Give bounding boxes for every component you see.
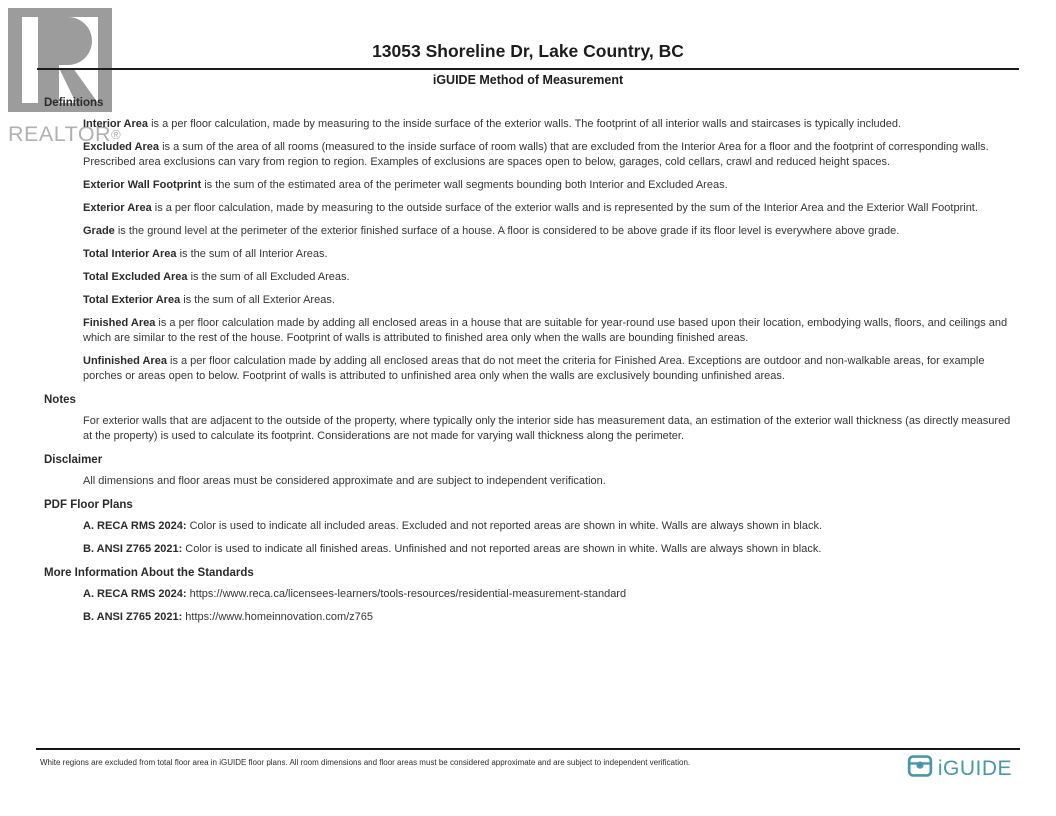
iguide-logo xyxy=(907,754,1020,783)
more-information-section xyxy=(83,587,1019,625)
definition-text: is a per floor calculation made by adding all enclosed areas that do not meet the criteria for Finished Area. Exceptions are outdoor and non-walkable areas, for example porches or areas open to below. Footprint of walls is attributed to unfinished area only when the walls are exclusively bounding unfinished areas. xyxy=(83,355,985,382)
definition-text: is the sum of all Interior Areas. xyxy=(176,248,328,260)
realtor-wordmark: REALTOR® xyxy=(8,122,122,146)
definition-text: is the sum of all Exterior Areas. xyxy=(180,294,335,306)
more-information-heading: More Information About the Standards xyxy=(44,567,254,579)
more-info-ansi-z765 xyxy=(83,610,1019,625)
page-subtitle: iGUIDE Method of Measurement xyxy=(432,73,624,87)
iguide-wordmark: iGUIDE xyxy=(937,756,1012,780)
definition-exterior-area xyxy=(83,201,1019,216)
title-divider xyxy=(37,68,1019,70)
definition-text: is a per floor calculation, made by measuring to the inside surface of the exterior walls. The footprint of all interior walls and staircases is typically included. xyxy=(148,118,902,130)
disclaimer-paragraph: All dimensions and floor areas must be considered approximate and are subject to independent verification. xyxy=(83,475,606,487)
definition-grade xyxy=(83,224,1019,239)
definition-term: Finished Area xyxy=(83,317,156,329)
notes-paragraph: For exterior walls that are adjacent to the outside of the property, where typically only the interior side has measurement data, an estimation of the exterior wall thickness (as directly measured at the property) is used to calculate its footprint. Considerations are not made for varying wall thickness along the perimeter. xyxy=(83,415,1011,442)
standard-label: A. RECA RMS 2024: xyxy=(83,588,187,600)
pdf-standard-ansi-z765 xyxy=(83,542,1019,557)
document-body xyxy=(44,97,1019,625)
notes-section xyxy=(83,414,1019,444)
standard-text: Color is used to indicate all finished areas. Unfinished and not reported areas are shown in white. Walls are always shown in black. xyxy=(182,543,822,555)
definitions-section xyxy=(83,117,1019,384)
definition-term: Total Interior Area xyxy=(83,248,177,260)
iguide-camera-icon xyxy=(907,754,933,783)
reca-rms-link[interactable]: https://www.reca.ca/licensees-learners/tools-resources/residential-measurement-standard xyxy=(186,588,627,600)
standard-label: B. ANSI Z765 2021: xyxy=(83,543,183,555)
definition-term: Excluded Area xyxy=(83,141,160,153)
definitions-heading: Definitions xyxy=(44,97,104,109)
definition-exterior-wall-footprint xyxy=(83,178,1019,193)
footer-disclaimer-text: White regions are excluded from total floor area in iGUIDE floor plans. All room dimensions and floor areas must be considered approximate and are subject to independent verification. xyxy=(40,758,691,767)
pdf-standard-reca-rms xyxy=(83,519,1019,534)
definition-text: is a per floor calculation, made by measuring to the outside surface of the exterior walls and is represented by the sum of the Interior Area and the Exterior Wall Footprint. xyxy=(151,202,978,214)
definition-text: is the sum of the estimated area of the perimeter wall segments bounding both Interior and Excluded Areas. xyxy=(201,179,728,191)
page-title: 13053 Shoreline Dr, Lake Country, BC xyxy=(372,41,684,61)
definition-text: is the sum of all Excluded Areas. xyxy=(187,271,350,283)
definition-unfinished-area xyxy=(83,354,1019,384)
definition-term: Total Excluded Area xyxy=(83,271,188,283)
standard-text: Color is used to indicate all included areas. Excluded and not reported areas are shown in white. Walls are always shown in black. xyxy=(186,520,823,532)
pdf-floor-plans-heading: PDF Floor Plans xyxy=(44,499,133,511)
definition-term: Grade xyxy=(83,225,115,237)
definition-total-interior-area xyxy=(83,247,1019,262)
registered-trademark-symbol: ® xyxy=(111,127,122,142)
definition-finished-area xyxy=(83,316,1019,346)
definition-text: is a per floor calculation made by adding all enclosed areas in a house that are suitable for year-round use based upon their location, embodying walls, floors, and ceilings and which are similar to the rest of the house. Footprint of walls is attributed to finished area only when the walls are bounding finished areas. xyxy=(83,317,1008,344)
ansi-z765-link[interactable]: https://www.homeinnovation.com/z765 xyxy=(182,611,374,623)
definition-total-exterior-area xyxy=(83,293,1019,308)
definition-term: Interior Area xyxy=(83,118,149,130)
pdf-floor-plans-section xyxy=(83,519,1019,557)
definition-text: is the ground level at the perimeter of the exterior finished surface of a house. A floor is considered to be above grade if its floor level is everywhere above grade. xyxy=(114,225,900,237)
definition-term: Exterior Wall Footprint xyxy=(83,179,202,191)
definition-text: is a sum of the area of all rooms (measured to the inside surface of room walls) that are excluded from the Interior Area for a floor and the footprint of corresponding walls. Prescribed area exclusions can vary from region to region. Examples of exclusions are spaces open to below, garages, cold cellars, crawl and reduced height spaces. xyxy=(83,141,989,168)
definition-term: Total Exterior Area xyxy=(83,294,181,306)
document-header xyxy=(0,0,1056,87)
definition-total-excluded-area xyxy=(83,270,1019,285)
definition-term: Exterior Area xyxy=(83,202,152,214)
page-footer xyxy=(36,748,1020,783)
definition-interior-area xyxy=(83,117,1019,132)
notes-heading: Notes xyxy=(44,394,76,406)
disclaimer-section xyxy=(83,474,1019,489)
definition-term: Unfinished Area xyxy=(83,355,167,367)
standard-label: B. ANSI Z765 2021: xyxy=(83,611,183,623)
standard-label: A. RECA RMS 2024: xyxy=(83,520,187,532)
disclaimer-heading: Disclaimer xyxy=(44,454,103,466)
definition-excluded-area xyxy=(83,140,1019,170)
more-info-reca-rms xyxy=(83,587,1019,602)
